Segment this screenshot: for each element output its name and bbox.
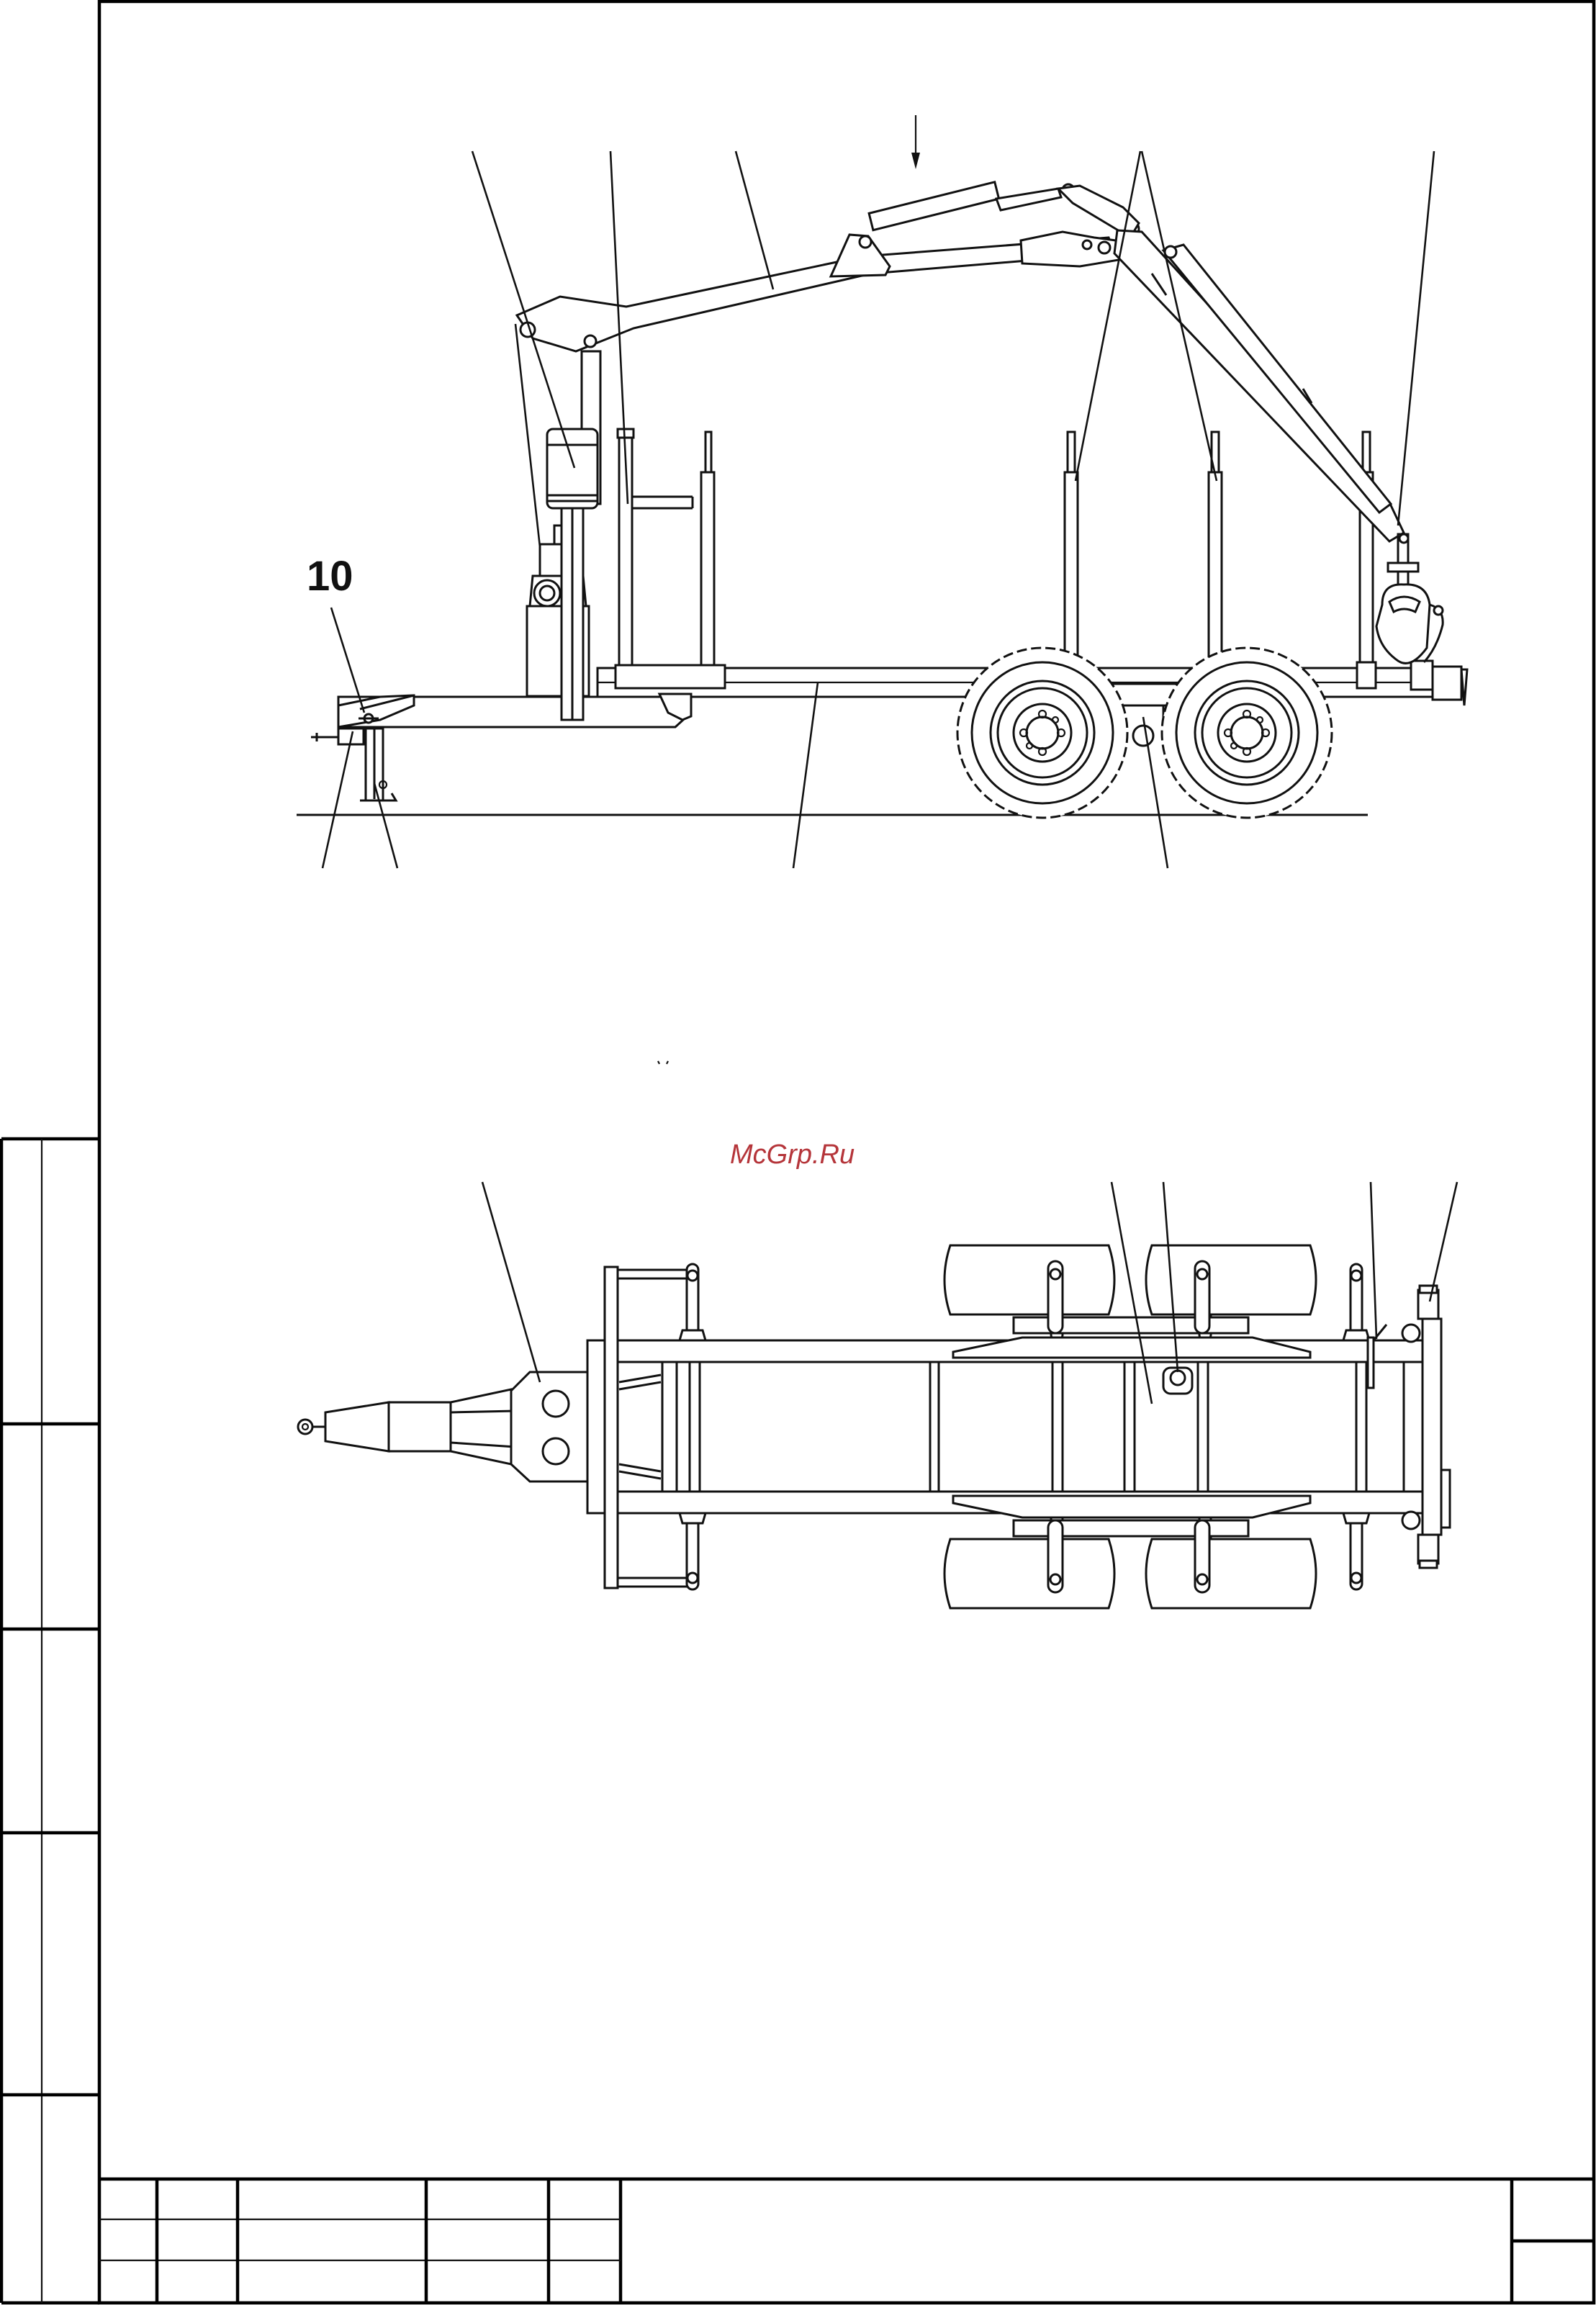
title-block xyxy=(99,2179,1594,2303)
view-arrow xyxy=(911,115,920,169)
callout-label-10: 10 xyxy=(307,553,353,600)
front-bulkhead xyxy=(616,429,725,688)
plan-view xyxy=(298,1061,1457,1608)
grapple xyxy=(1376,534,1443,663)
watermark-text: McGrp.Ru xyxy=(730,1140,855,1170)
wheel-front xyxy=(957,648,1127,818)
side-view xyxy=(297,115,1467,868)
plan-frame xyxy=(587,1340,1423,1513)
wheel-rear xyxy=(1162,648,1332,818)
plan-drawbar xyxy=(298,1372,587,1481)
support-leg xyxy=(360,729,396,800)
view-label-mark xyxy=(658,1061,668,1064)
crane-boom xyxy=(517,182,1404,541)
stake-pair-1 xyxy=(1065,432,1078,688)
